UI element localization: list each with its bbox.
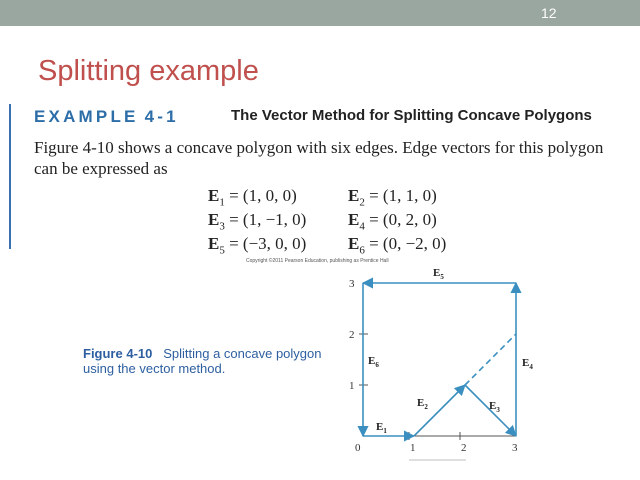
- y-tick-label: 1: [349, 380, 355, 392]
- figure-caption-text: Splitting a concave polygon using the vector method.: [83, 346, 322, 376]
- equation-e2: $E_2 = (1$, 1, 0): [348, 186, 437, 209]
- x-tick-label: 3: [512, 442, 518, 454]
- edge-e1: [414, 385, 465, 436]
- example-body: Figure 4-10 shows a concave polygon with six edges. Edge vectors for this polygon can be expressed as: [34, 138, 604, 178]
- edge-label-e4: $E_4$: [522, 357, 533, 371]
- equation-e1: $E_1 = (1$, 0, 0): [208, 186, 297, 209]
- example-word: EXAMPLE: [34, 107, 139, 126]
- example-number: 4-1: [144, 107, 179, 126]
- edge-label-e1: $E_1$: [376, 421, 387, 435]
- split-line: [465, 334, 516, 385]
- edge-label-e2: $E_2$: [417, 397, 428, 411]
- edge-label-e3: $E_3$: [489, 400, 500, 414]
- copyright-notice: Copyright ©2011 Pearson Education, publishing as Prentice Hall: [246, 258, 389, 264]
- x-tick-label: 0: [355, 442, 361, 454]
- y-tick-label: 3: [349, 278, 355, 290]
- figure-number: Figure 4-10: [83, 346, 153, 361]
- equation-e4: $E_4 = (0$, 2, 0): [348, 210, 437, 233]
- x-tick-label: 1: [410, 442, 416, 454]
- slide-title: Splitting example: [38, 55, 259, 87]
- x-tick-label: 2: [461, 442, 467, 454]
- edge-label-e6: $E_6$: [368, 355, 379, 369]
- y-tick-label: 2: [349, 329, 355, 341]
- equation-e5: $E_5 = (-3$, 0, 0): [208, 234, 307, 257]
- equation-e6: $E_6 = (0$, −2, 0): [348, 234, 447, 257]
- slide-number: 12: [541, 5, 557, 21]
- edge-label-e5: $E_5$: [433, 267, 444, 281]
- equation-e3: $E_3 = (1$, −1, 0): [208, 210, 307, 233]
- example-title: The Vector Method for Splitting Concave Polygons: [231, 107, 592, 124]
